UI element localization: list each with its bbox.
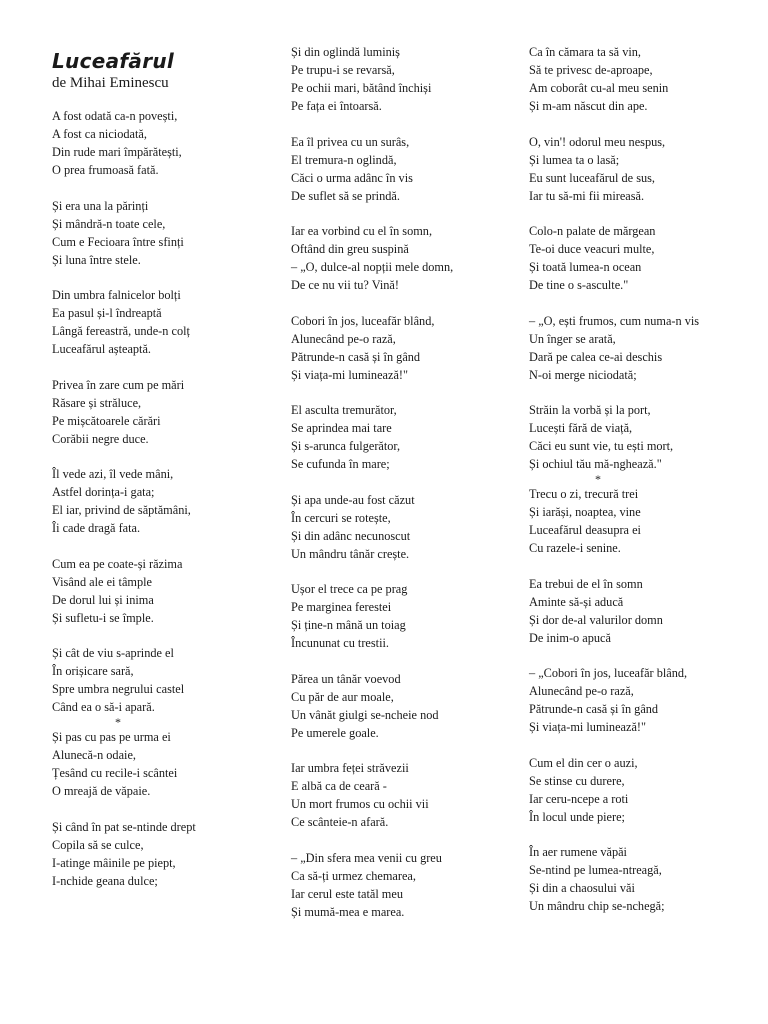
verse-line: Ea îl privea cu un surâs, <box>291 134 410 149</box>
verse-line: O, vin'! odorul meu nespus, <box>529 134 666 149</box>
verse-line: Din umbra falnicelor bolți <box>52 288 181 302</box>
poem-title: Luceafărul <box>52 49 175 73</box>
verse-line: Alunecă-n odaie, <box>52 748 136 762</box>
verse-line: Cu păr de aur moale, <box>291 689 394 704</box>
verse-line: Lucești fără de viață, <box>529 421 633 435</box>
verse-line: O mreajă de văpaie. <box>52 784 151 798</box>
verse-line: El iar, privind de săptămâni, <box>52 503 191 517</box>
verse-line: Și mumă-mea e marea. <box>291 904 405 919</box>
stanza <box>529 133 754 205</box>
verse-line: Și când în pat se-ntinde drept <box>52 819 196 834</box>
verse-line: Lângă fereastră, unde-n colț <box>52 324 190 338</box>
verse-line: De inim-o apucă <box>529 630 611 645</box>
stanza <box>291 401 511 473</box>
verse-line: Te-oi duce veacuri multe, <box>529 242 655 256</box>
verse-line: Un vânăt giulgi se-ncheie nod <box>291 707 439 722</box>
verse-line: Am coborât cu-al meu senin <box>529 81 669 95</box>
verse-line: Iar ceru-ncepe a roti <box>529 791 629 806</box>
stanza <box>529 754 754 826</box>
verse-line: – „Din sfera mea venii cu greu <box>291 850 442 865</box>
stanza <box>529 575 754 647</box>
verse-line: În orișicare sară, <box>52 664 134 678</box>
verse-line: Și din a chaosului văi <box>529 881 635 895</box>
verse-line: Cu razele-i senine. <box>529 541 621 555</box>
verse-line: Corăbii negre duce. <box>52 431 149 446</box>
verse-line: Copila să se culce, <box>52 837 144 852</box>
verse-line: Pătrunde-n casă și în gând <box>529 702 659 716</box>
verse-line: Un mort frumos cu ochii vii <box>291 797 429 811</box>
verse-line: Aminte să-și aducă <box>529 594 624 609</box>
verse-line: Îl vede azi, îl vede mâni, <box>52 467 174 481</box>
verse-line: Visând ale ei tâmple <box>52 574 152 589</box>
verse-line: Străin la vorbă și la port, <box>529 403 651 417</box>
verse-line: – „Cobori în jos, luceafăr blând, <box>529 666 688 680</box>
stanza <box>291 491 511 563</box>
verse-line: Pe ochii mari, bătând închiși <box>291 81 432 95</box>
stanza <box>52 376 272 448</box>
verse-line: Și mândră-n toate cele, <box>52 216 166 231</box>
verse-line: Și apa unde-au fost căzut <box>291 492 415 507</box>
verse-line: De suflet să se prindă. <box>291 188 400 203</box>
verse-line: Pe trupu-i se revarsă, <box>291 63 395 77</box>
verse-line: Iar umbra feței străvezii <box>291 761 409 775</box>
verse-line: Luceafărul deasupra ei <box>529 523 641 537</box>
verse-line: I-atinge mâinile pe piept, <box>52 855 176 870</box>
verse-line: Și din adânc necunoscut <box>291 528 411 543</box>
verse-line: Pătrunde-n casă și în gând <box>291 349 421 364</box>
verse-line: A fost odată ca-n povești, <box>52 109 178 123</box>
stanza <box>291 43 511 115</box>
stanza <box>52 286 272 358</box>
verse-line: Și s-arunca fulgerător, <box>291 439 401 453</box>
verse-line: Ca în cămara ta să vin, <box>529 45 641 59</box>
verse-line: În locul unde piere; <box>529 809 625 824</box>
verse-line: Și viața-mi luminează!" <box>529 720 647 734</box>
verse-line: I-nchide geana dulce; <box>52 873 158 888</box>
verse-line: El tremura-n oglindă, <box>291 152 397 167</box>
stanza <box>52 818 272 890</box>
verse-line: Iar tu să-mi fii mireasă. <box>529 188 645 203</box>
verse-line: Pe marginea ferestei <box>291 600 392 614</box>
verse-line: Și era una la părinți <box>52 198 149 213</box>
verse-line: Spre umbra negrului castel <box>52 682 185 696</box>
verse-line: Și luna între stele. <box>52 252 141 267</box>
verse-line: Ușor el trece ca pe prag <box>291 582 408 596</box>
verse-line: Și ochiul tău mă-nghează." <box>529 457 662 471</box>
verse-line: Căci eu sunt vie, tu ești mort, <box>529 439 674 453</box>
verse-line: Și pas cu pas pe urma ei <box>52 730 171 744</box>
verse-line: Și viața-mi luminează!" <box>291 367 409 382</box>
column-3-stanzas <box>529 43 754 915</box>
verse-line: Ca să-ți urmez chemarea, <box>291 868 416 883</box>
stanza <box>529 401 754 485</box>
verse-line: Privea în zare cum pe mări <box>52 377 185 392</box>
verse-line: Ea pasul și-l îndreaptă <box>52 306 162 320</box>
author-byline: de Mihai Eminescu <box>52 75 169 91</box>
verse-line: În cercuri se rotește, <box>291 510 391 525</box>
verse-line: Și cât de viu s-aprinde el <box>52 646 174 660</box>
verse-line: Și lumea ta o lasă; <box>529 152 620 167</box>
verse-line: De dorul lui și inima <box>52 592 154 607</box>
section-separator: * <box>115 715 121 729</box>
stanza <box>52 728 272 800</box>
verse-line: Și sufletu-i se împle. <box>52 610 154 625</box>
verse-line: Pe umerele goale. <box>291 725 379 740</box>
verse-line: De tine o s-asculte." <box>529 278 629 292</box>
stanza <box>529 312 754 384</box>
verse-line: Să te privesc de-aproape, <box>529 63 653 77</box>
verse-line: Ea trebui de el în somn <box>529 576 643 591</box>
stanza <box>529 43 754 115</box>
verse-line: Un mândru tânăr crește. <box>291 546 410 561</box>
verse-line: Și toată lumea-n ocean <box>529 260 642 274</box>
verse-line: Colo-n palate de mărgean <box>529 224 656 238</box>
stanza <box>52 465 272 537</box>
verse-line: Și din oglindă luminiș <box>291 45 400 59</box>
verse-line: Alunecând pe-o rază, <box>529 684 634 698</box>
verse-line: Astfel dorința-i gata; <box>52 485 155 499</box>
verse-line: Și ține-n mână un toiag <box>291 618 406 632</box>
verse-line: Ce scânteie-n afară. <box>291 815 389 829</box>
verse-line: Și iarăși, noaptea, vine <box>529 505 641 519</box>
verse-line: Căci o urma adânc în vis <box>291 170 413 185</box>
verse-line: Cum ea pe coate-și răzima <box>52 556 183 571</box>
stanza <box>291 759 511 831</box>
verse-line: Dară pe calea ce-ai deschis <box>529 349 663 364</box>
stanza <box>52 107 272 179</box>
verse-line: Eu sunt luceafărul de sus, <box>529 170 656 185</box>
column-2 <box>291 43 511 938</box>
verse-line: – „O, dulce-al nopții mele domn, <box>291 260 454 274</box>
stanza <box>52 555 272 627</box>
verse-line: O prea frumoasă fată. <box>52 163 159 177</box>
verse-line: A fost ca niciodată, <box>52 127 147 141</box>
verse-line: Un înger se arată, <box>529 331 616 346</box>
stanza <box>52 644 272 728</box>
verse-line: – „O, ești frumos, cum numa-n vis <box>529 313 700 328</box>
verse-line: Încununat cu trestii. <box>291 636 390 650</box>
verse-line: Iar cerul este tatăl meu <box>291 886 403 901</box>
verse-line: Pe fața ei întoarsă. <box>291 99 382 113</box>
verse-line: Cum e Fecioara între sfinți <box>52 234 184 249</box>
verse-line: Când ea o să-i apară. <box>52 700 155 714</box>
stanza <box>291 312 511 384</box>
section-separator: * <box>595 472 601 486</box>
verse-line: Se stinse cu durere, <box>529 773 625 788</box>
verse-line: Țesând cu recile-i scântei <box>52 766 178 780</box>
verse-line: Răsare și străluce, <box>52 395 142 410</box>
stanza <box>291 849 511 921</box>
stanza <box>529 843 754 915</box>
verse-line: Oftând din greu suspină <box>291 242 409 256</box>
stanza <box>291 222 511 294</box>
stanza <box>529 222 754 294</box>
verse-line: În aer rumene văpăi <box>529 845 627 859</box>
column-3 <box>529 43 754 933</box>
verse-line: Și dor de-al valurilor domn <box>529 612 663 627</box>
verse-line: Iar ea vorbind cu el în somn, <box>291 224 433 238</box>
verse-line: E albă ca de ceară - <box>291 779 387 793</box>
verse-line: Pe mișcătoarele cărări <box>52 413 161 428</box>
verse-line: Un mândru chip se-nchegă; <box>529 899 665 913</box>
stanza <box>529 664 754 736</box>
verse-line: Îi cade dragă fata. <box>52 521 141 535</box>
verse-line: Se cufunda în mare; <box>291 457 390 471</box>
verse-line: Trecu o zi, trecură trei <box>529 487 639 501</box>
column-1 <box>52 50 272 907</box>
verse-line: Și m-am născut din ape. <box>529 99 648 113</box>
stanza <box>529 485 754 557</box>
column-2-stanzas <box>291 43 511 921</box>
stanza <box>291 580 511 652</box>
verse-line: El asculta tremurător, <box>291 403 397 417</box>
verse-line: Se aprindea mai tare <box>291 421 392 435</box>
verse-line: Cobori în jos, luceafăr blând, <box>291 313 435 328</box>
verse-line: N-oi merge niciodată; <box>529 367 637 382</box>
verse-line: Alunecând pe-o rază, <box>291 331 396 346</box>
verse-line: De ce nu vii tu? Vină! <box>291 278 399 292</box>
column-1-stanzas <box>52 107 272 890</box>
stanza <box>52 197 272 269</box>
verse-line: Din rude mari împărătești, <box>52 145 182 159</box>
verse-line: Cum el din cer o auzi, <box>529 755 638 770</box>
verse-line: Părea un tânăr voevod <box>291 671 401 686</box>
stanza <box>291 670 511 742</box>
stanza <box>291 133 511 205</box>
verse-line: Luceafărul așteaptă. <box>52 342 151 356</box>
verse-line: Se-ntind pe lumea-ntreagă, <box>529 863 662 877</box>
